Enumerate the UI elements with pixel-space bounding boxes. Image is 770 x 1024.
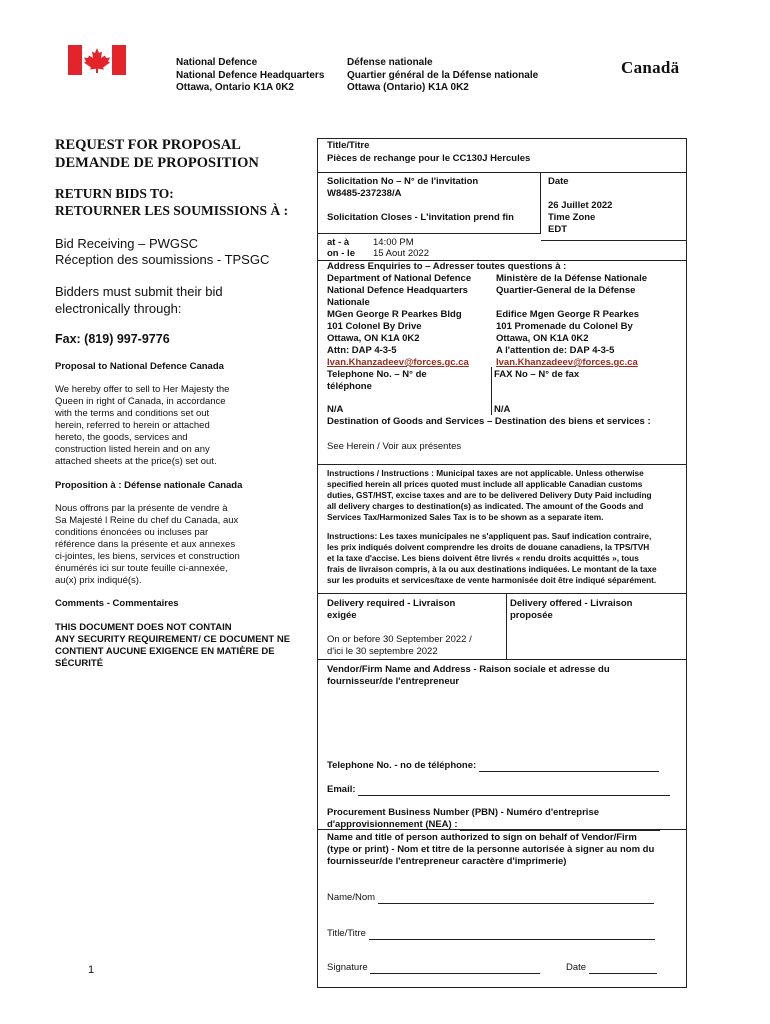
body-line: conditions énoncées ou incluses par (55, 527, 209, 538)
electronic-submission (55, 283, 223, 317)
fax-label: FAX No – N° de fax (494, 369, 580, 380)
email-field-label: Email: (327, 784, 356, 795)
body-line: référence dans la présente et aux annexes (55, 539, 236, 550)
solicitation-value: W8485-237238/A (327, 188, 402, 199)
title-value: Pièces de rechange pour le CC130J Hercules (327, 153, 531, 164)
date-value: 26 Juillet 2022 (548, 200, 613, 211)
body-line: au(x) prix indiqué(s). (55, 575, 142, 586)
body-line: hereto, the goods, services and (55, 432, 188, 443)
address-line: 101 Promenade du Colonel By (496, 321, 633, 332)
instructions-line: et la taxe d'accise. Les biens doivent être livrés « rendu droits acquittés », tous (327, 553, 639, 563)
page-number: 1 (88, 964, 95, 976)
label-line: Telephone No. – N° de (327, 369, 427, 380)
instructions-line: Instructions: Les taxes municipales ne s'appliquent pas. Sauf indication contraire, (327, 531, 652, 541)
divider (317, 172, 686, 173)
date-field-line[interactable] (589, 973, 657, 974)
on-label: on - le (327, 248, 355, 259)
signature-field-line[interactable] (370, 973, 540, 974)
label-line: d'approvisionnement (NEA) : (327, 819, 458, 830)
title-label: Title/Titre (327, 140, 370, 151)
comments-heading: Comments - Commentaires (55, 598, 179, 609)
label-line: Vendor/Firm Name and Address - Raison sociale et adresse du (327, 664, 610, 675)
email-field-line[interactable] (358, 795, 670, 796)
divider (317, 233, 541, 234)
timezone-value: EDT (548, 224, 567, 235)
address-line: Edifice Mgen George R Pearkes (496, 309, 640, 320)
header-line: Ottawa (Ontario) K1A 0K2 (347, 82, 469, 93)
security-notice (55, 622, 290, 670)
divider (540, 172, 541, 233)
body-line: Nous offrons par la présente de vendre à (55, 503, 228, 514)
header-french (347, 57, 538, 95)
security-line: THIS DOCUMENT DOES NOT CONTAIN (55, 622, 232, 633)
instructions-line: frais de livraison compris, à la ou aux destinations indiquées. Le montant de la taxe (327, 564, 657, 574)
address-line: National Defence Headquarters (327, 285, 468, 296)
delivery-required-value (327, 634, 472, 658)
return-bids-french: RETOURNER LES SOUMISSIONS À : (55, 203, 289, 218)
divider (317, 593, 686, 594)
divider (317, 464, 686, 465)
divider (506, 593, 507, 659)
at-label: at - à (327, 237, 350, 248)
title-field-label: Title/Titre (327, 928, 366, 939)
value-line: On or before 30 September 2022 / (327, 634, 472, 645)
title-field-line[interactable] (369, 939, 655, 940)
date-field[interactable] (566, 962, 657, 974)
security-line: CONTIENT AUCUNE EXIGENCE EN MATIÈRE DE (55, 646, 275, 657)
page-title (55, 136, 259, 172)
label-line: téléphone (327, 381, 372, 392)
instructions-line: les prix indiqués doivent comprendre les droits de douane canadiens, la TPS/TVH (327, 542, 650, 552)
telephone-label (327, 369, 427, 393)
address-line: A l'attention de: DAP 4-3-5 (496, 345, 615, 356)
destination-value: See Herein / Voir aux présentes (327, 441, 462, 452)
address-line: Ministère de la Défense Nationale (496, 273, 647, 284)
value-line: d'ici le 30 septembre 2022 (327, 646, 438, 657)
return-bids-english: RETURN BIDS TO: (55, 186, 174, 201)
canada-flag-logo (68, 45, 126, 75)
destination-label: Destination of Goods and Services – Destination des biens et services : (327, 416, 651, 427)
proposition-body (55, 503, 240, 587)
instructions-line: sur les produits et services/taxe de vente harmonisée doit être indiqué séparément. (327, 575, 657, 585)
address-line: Attn: DAP 4-3-5 (327, 345, 397, 356)
body-line: We hereby offer to sell to Her Majesty the (55, 384, 230, 395)
header-line: National Defence (176, 57, 258, 68)
fax-value: N/A (494, 404, 511, 415)
divider (491, 367, 492, 415)
proposal-body (55, 384, 229, 468)
proposal-heading: Proposal to National Defence Canada (55, 361, 224, 372)
email-link[interactable]: Ivan.Khanzadeev@forces.gc.ca (327, 357, 469, 368)
body-line: énumérés ici sur toute feuille ci-annexée, (55, 563, 228, 574)
date-field-label: Date (566, 962, 587, 973)
instructions-line: Instructions / Instructions : Municipal taxes are not applicable. Unless otherwise (327, 468, 644, 478)
bid-receiving-french: Réception des soumissions - TPSGC (55, 252, 270, 267)
label-line: fournisseur/de l'entrepreneur (327, 676, 460, 687)
timezone-label: Time Zone (548, 212, 596, 223)
on-value: 15 Aout 2022 (373, 248, 429, 259)
label-line: fournisseur/de l'entrepreneur caractère d'imprimerie) (327, 856, 567, 867)
pbn-field-line[interactable] (460, 830, 660, 831)
instructions-line: duties, GST/HST, excise taxes and are to be delivered Delivery Duty Paid including (327, 490, 652, 500)
title-english: REQUEST FOR PROPOSAL (55, 137, 241, 153)
proposition-heading: Proposition à : Défense nationale Canada (55, 480, 243, 491)
address-line: Department of National Defence (327, 273, 472, 284)
electronic-line: Bidders must submit their bid (55, 284, 223, 299)
label-line: Name and title of person authorized to sign on behalf of Vendor/Firm (327, 832, 637, 843)
closes-label: Solicitation Closes - L'invitation prend fin (327, 212, 514, 223)
return-bids (55, 185, 288, 219)
label-line: Delivery offered - Livraison (510, 598, 633, 609)
canada-wordmark: Canadä (621, 58, 680, 77)
body-line: Queen in right of Canada, in accordance (55, 396, 226, 407)
telephone-value: N/A (327, 404, 344, 415)
title-field[interactable] (327, 928, 655, 940)
address-heading: Address Enquiries to – Adresser toutes questions à : (327, 261, 567, 272)
signature-field[interactable] (327, 962, 540, 974)
header-line: Quartier général de la Défense nationale (347, 69, 539, 81)
pbn-field[interactable] (327, 807, 660, 831)
address-english (327, 273, 471, 369)
address-line: 101 Colonel By Drive (327, 321, 422, 332)
security-line: SÉCURITÉ (55, 658, 104, 669)
name-field[interactable] (327, 892, 654, 904)
label-line: exigée (327, 610, 357, 621)
address-line: Ottawa, ON K1A 0K2 (496, 333, 589, 344)
label-line: Delivery required - Livraison (327, 598, 456, 609)
name-field-label: Name/Nom (327, 892, 376, 903)
signature-field-label: Signature (327, 962, 368, 973)
delivery-required-label (327, 598, 455, 622)
label-line: (type or print) - Nom et titre de la personne autorisée à signer au nom du (327, 844, 655, 855)
address-line: MGen George R Pearkes Bldg (327, 309, 462, 320)
body-line: construction listed herein and on any (55, 444, 210, 455)
address-line: Quartier-General de la Défense (496, 285, 636, 296)
header-line: National Defence Headquarters (176, 69, 325, 81)
body-line: herein, referred to herein or attached (55, 420, 210, 431)
phone-field-label: Telephone No. - no de téléphone: (327, 760, 477, 771)
address-line: Nationale (327, 297, 370, 308)
solicitation-label: Solicitation No – N° de l'invitation (327, 176, 479, 187)
divider (541, 240, 686, 241)
security-line: ANY SECURITY REQUIREMENT/ CE DOCUMENT NE (55, 634, 291, 645)
name-field-line[interactable] (378, 903, 654, 904)
instructions-english (327, 468, 652, 523)
email-field[interactable] (327, 784, 670, 796)
label-line: proposée (510, 610, 553, 621)
instructions-line: specified herein all prices quoted must include all applicable Canadian customs (327, 479, 643, 489)
label-line: Procurement Business Number (PBN) - Numéro d'entreprise (327, 807, 600, 818)
body-line: attached sheets at the price(s) set out. (55, 456, 217, 467)
instructions-french (327, 531, 657, 586)
address-french (496, 273, 647, 369)
title-french: DEMANDE DE PROPOSITION (55, 155, 259, 171)
phone-field[interactable] (327, 760, 659, 772)
at-value: 14:00 PM (373, 237, 414, 248)
phone-field-line[interactable] (479, 771, 659, 772)
address-line: Ottawa, ON K1A 0K2 (327, 333, 420, 344)
header-line: Ottawa, Ontario K1A 0K2 (176, 82, 294, 93)
bid-receiving-english: Bid Receiving – PWGSC (55, 236, 199, 251)
instructions-line: all delivery charges to destination(s) as indicated. The amount of the Goods and (327, 501, 644, 511)
header-english (176, 57, 324, 95)
instructions-line: Services Tax/Harmonized Sales Tax is to be shown as a separate item. (327, 512, 604, 522)
authorized-label (327, 832, 654, 868)
divider (317, 659, 686, 660)
vendor-label (327, 664, 610, 688)
body-line: Sa Majesté l Reine du chef du Canada, aux (55, 515, 239, 526)
body-line: with the terms and conditions set out (55, 408, 210, 419)
fax-number: Fax: (819) 997-9776 (55, 332, 170, 346)
spacer (496, 297, 647, 309)
header-line: Défense nationale (347, 57, 433, 68)
body-line: ci-jointes, les biens, services et construction (55, 551, 240, 562)
bid-receiving (55, 236, 269, 268)
email-link[interactable]: Ivan.Khanzadeev@forces.gc.ca (496, 357, 638, 368)
delivery-offered-label (510, 598, 632, 622)
date-label: Date (548, 176, 569, 187)
electronic-line: electronically through: (55, 301, 182, 316)
